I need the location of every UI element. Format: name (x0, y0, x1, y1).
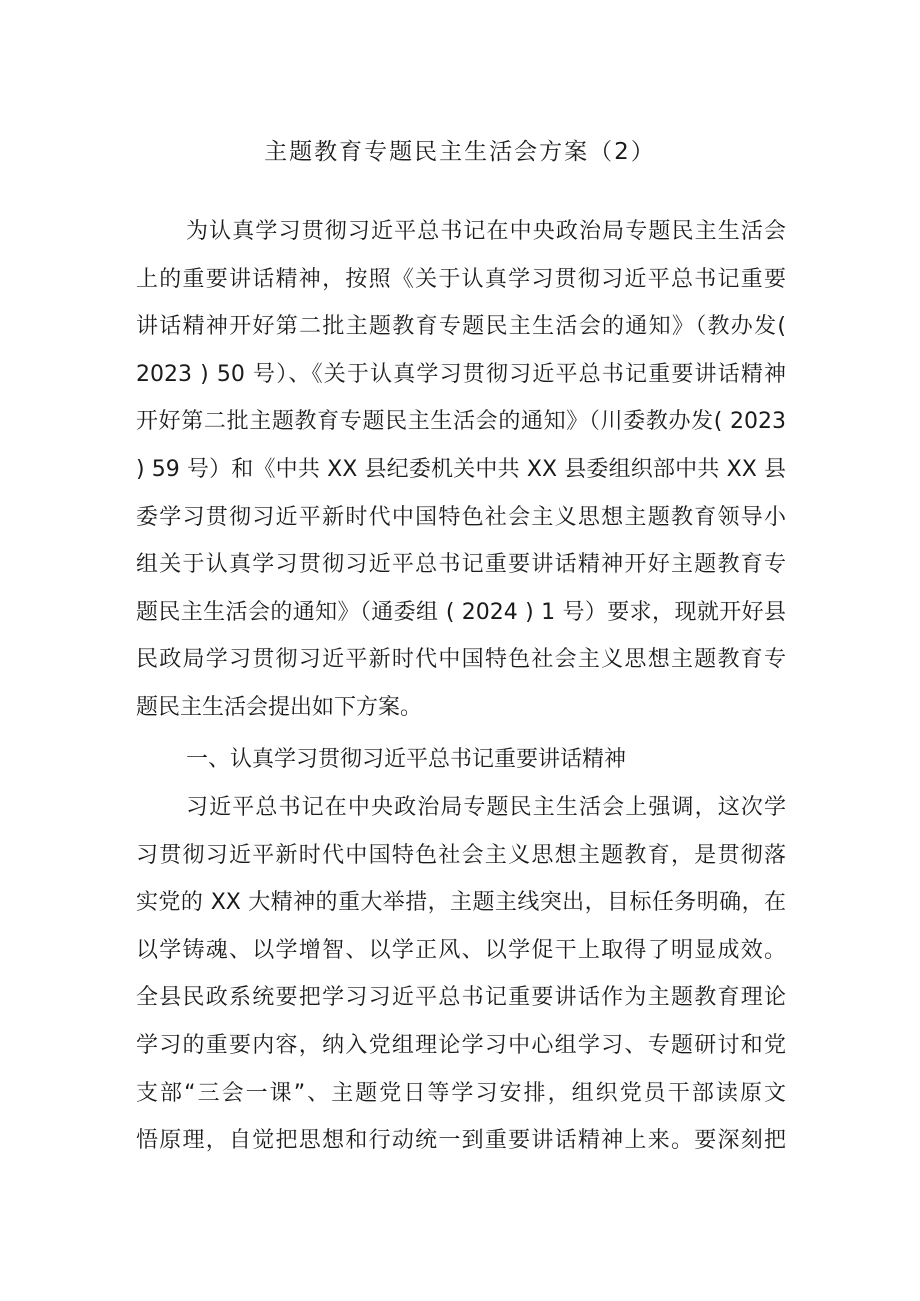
paragraph-line: 上的重要讲话精神，按照《关于认真学习贯彻习近平总书记重要 (136, 266, 786, 292)
paragraph-line: 民政局学习贯彻习近平新时代中国特色社会主义思想主题教育专 (136, 647, 786, 673)
paragraph-line: 题民主生活会的通知》（通委组 ( 2024 ) 1 号）要求，现就开好县 (136, 599, 786, 625)
paragraph-line: 全县民政系统要把学习习近平总书记重要讲话作为主题教育理论 (136, 985, 786, 1011)
paragraph-line: 组关于认真学习贯彻习近平总书记重要讲话精神开好主题教育专 (136, 552, 786, 578)
paragraph-line: 实党的 XX 大精神的重大举措，主题主线突出，目标任务明确，在 (136, 890, 786, 916)
paragraph-line: 以学铸魂、以学增智、以学正风、以学促干上取得了明显成效。 (136, 937, 786, 963)
paragraph-2 (136, 784, 786, 1165)
paragraph-line: 2023 ) 50 号）、《关于认真学习贯彻习近平总书记重要讲话精神 (136, 361, 786, 387)
document-title: 主题教育专题民主生活会方案（2） (264, 139, 656, 165)
paragraph-line: 学习的重要内容，纳入党组理论学习中心组学习、专题研讨和党 (136, 1032, 786, 1058)
paragraph-line: 讲话精神开好第二批主题教育专题民主生活会的通知》（教办发( (136, 314, 786, 340)
paragraph-line: 委学习贯彻习近平新时代中国特色社会主义思想主题教育领导小 (136, 504, 786, 530)
section-heading (136, 736, 786, 784)
paragraph-line: ) 59 号）和《中共 XX 县纪委机关中共 XX 县委组织部中共 XX 县 (136, 456, 786, 482)
paragraph-1 (136, 208, 786, 732)
paragraph-line: 习贯彻习近平新时代中国特色社会主义思想主题教育，是贯彻落 (136, 842, 786, 868)
paragraph-line: 为认真学习贯彻习近平总书记在中央政治局专题民主生活会 (186, 219, 786, 244)
paragraph-line: 支部“三会一课”、主题党日等学习安排，组织党员干部读原文 (136, 1080, 786, 1106)
paragraph-line: 习近平总书记在中央政治局专题民主生活会上强调，这次学 (186, 795, 786, 820)
paragraph-line: 题民主生活会提出如下方案。 (136, 694, 423, 720)
paragraph-line: 悟原理，自觉把思想和行动统一到重要讲话精神上来。要深刻把 (136, 1128, 786, 1154)
paragraph-line: 开好第二批主题教育专题民主生活会的通知》（川委教办发( 2023 (136, 409, 786, 435)
heading-text: 一、认真学习贯彻习近平总书记重要讲话精神 (186, 747, 627, 772)
